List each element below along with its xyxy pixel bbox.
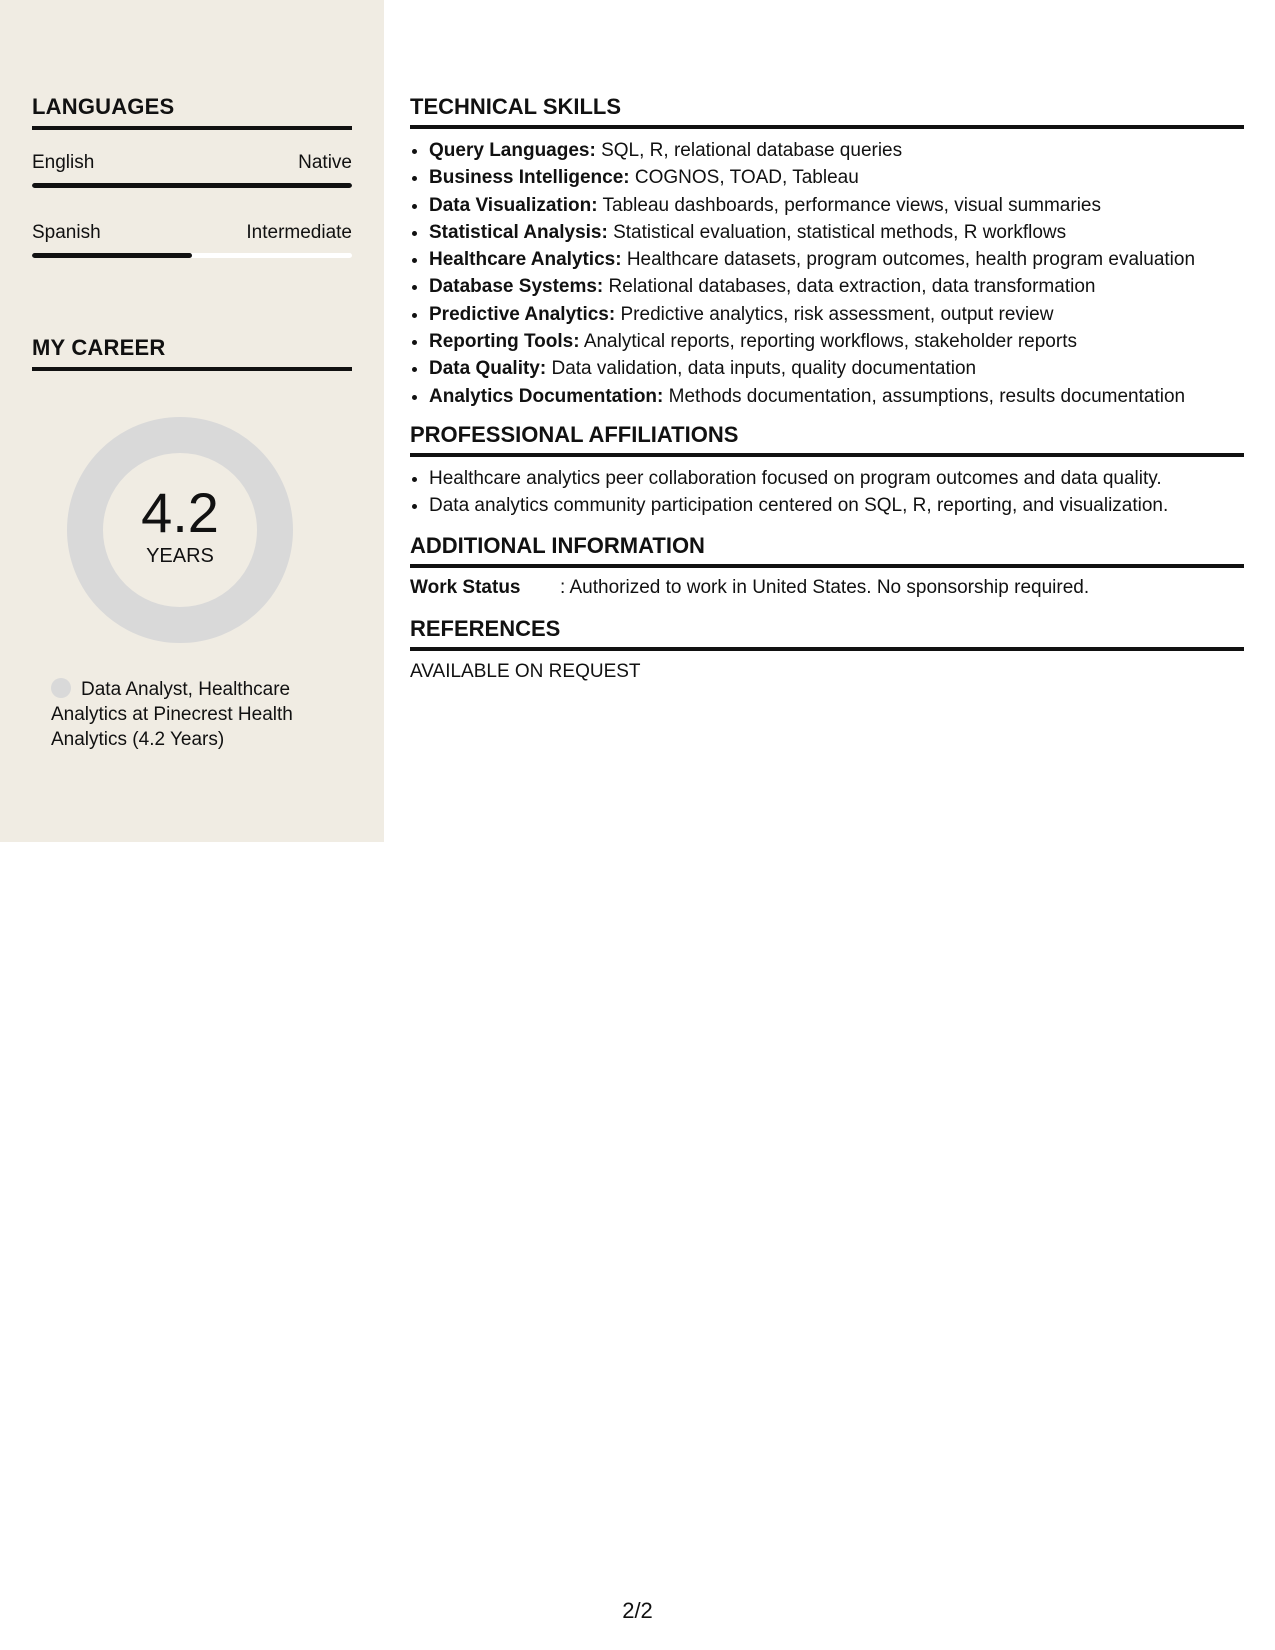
career-heading: MY CAREER: [32, 335, 352, 371]
affiliations-heading: PROFESSIONAL AFFILIATIONS: [410, 422, 1244, 457]
additional-info-heading: ADDITIONAL INFORMATION: [410, 533, 1244, 568]
skill-text: Healthcare datasets, program outcomes, health program evaluation: [626, 249, 1196, 271]
additional-info-section: [410, 533, 1244, 599]
references-section: [410, 616, 1244, 683]
skill-item: [429, 164, 1244, 191]
career-total-value: 4.2: [141, 480, 219, 544]
skill-text: Analytical reports, reporting workflows, stakeholder reports: [583, 331, 1077, 353]
skill-text: Methods documentation, assumptions, results documentation: [668, 385, 1186, 407]
skill-label: Data Visualization:: [429, 194, 598, 216]
skill-text: Statistical evaluation, statistical methods, R workflows: [613, 221, 1067, 243]
affiliation-item: • Healthcare analytics peer collaboration focused on program outcomes and data quality.: [429, 465, 1244, 492]
language-row: [32, 222, 352, 244]
skill-text: Relational databases, data extraction, data transformation: [608, 276, 1096, 298]
skill-item: [429, 355, 1244, 382]
skill-item: [429, 137, 1244, 164]
work-status-value: : Authorized to work in United States. No sponsorship required.: [560, 577, 1090, 598]
career-legend-item: [51, 677, 321, 752]
skill-label: Statistical Analysis:: [429, 221, 608, 243]
skill-item: [429, 246, 1244, 273]
career-section: [32, 335, 352, 371]
references-heading: REFERENCES: [410, 616, 1244, 651]
affiliations-list: [410, 465, 1244, 520]
sidebar: [0, 0, 384, 842]
skill-item: [429, 383, 1244, 410]
language-name: Spanish: [32, 222, 101, 243]
skill-label: Healthcare Analytics:: [429, 249, 622, 271]
language-level: Native: [298, 152, 352, 173]
skill-label: Predictive Analytics:: [429, 303, 616, 325]
career-total-unit: YEARS: [146, 544, 214, 567]
skill-text: Tableau dashboards, performance views, visual summaries: [602, 194, 1101, 216]
languages-section: [32, 94, 352, 258]
languages-heading: LANGUAGES: [32, 94, 352, 130]
affiliations-section: [410, 422, 1244, 520]
skill-text: SQL, R, relational database queries: [601, 140, 903, 161]
language-proficiency-fill: [32, 253, 192, 258]
skill-label: Data Quality:: [429, 358, 547, 380]
languages-list: [32, 152, 352, 258]
skill-label: Reporting Tools:: [429, 331, 580, 353]
skill-text: COGNOS, TOAD, Tableau: [634, 167, 859, 189]
skill-item: [429, 219, 1244, 246]
language-row: [32, 152, 352, 174]
skill-label: Database Systems:: [429, 276, 604, 298]
career-legend-text: Data Analyst, Healthcare Analytics at Pinecrest Health Analytics (4.2 Years): [51, 679, 293, 750]
work-status-row: [410, 577, 1244, 599]
career-donut-center: [67, 417, 293, 643]
skill-text: Data validation, data inputs, quality documentation: [551, 358, 977, 380]
affiliation-item: • Data analytics community participation centered on SQL, R, reporting, and visualization.: [429, 492, 1244, 519]
language-level: Intermediate: [246, 222, 352, 243]
references-text: AVAILABLE ON REQUEST: [410, 661, 641, 682]
skill-text: Predictive analytics, risk assessment, output review: [620, 303, 1054, 325]
legend-dot-icon: [51, 678, 71, 698]
skill-item: [429, 328, 1244, 355]
skill-label: Query Languages:: [429, 140, 596, 161]
work-status-label: Work Status: [410, 577, 521, 598]
skill-item: [429, 273, 1244, 300]
skill-label: Analytics Documentation:: [429, 385, 664, 407]
language-proficiency-bar: [32, 253, 352, 258]
technical-skills-list: [410, 137, 1244, 410]
language-proficiency-bar: [32, 183, 352, 188]
language-name: English: [32, 152, 95, 173]
technical-skills-section: [410, 94, 1244, 410]
page-number: 2/2: [622, 1598, 653, 1623]
technical-skills-heading: TECHNICAL SKILLS: [410, 94, 1244, 129]
language-proficiency-fill: [32, 183, 352, 188]
skill-label: Business Intelligence:: [429, 167, 630, 189]
career-donut-chart: [67, 417, 293, 643]
skill-item: [429, 192, 1244, 219]
skill-item: [429, 301, 1244, 328]
